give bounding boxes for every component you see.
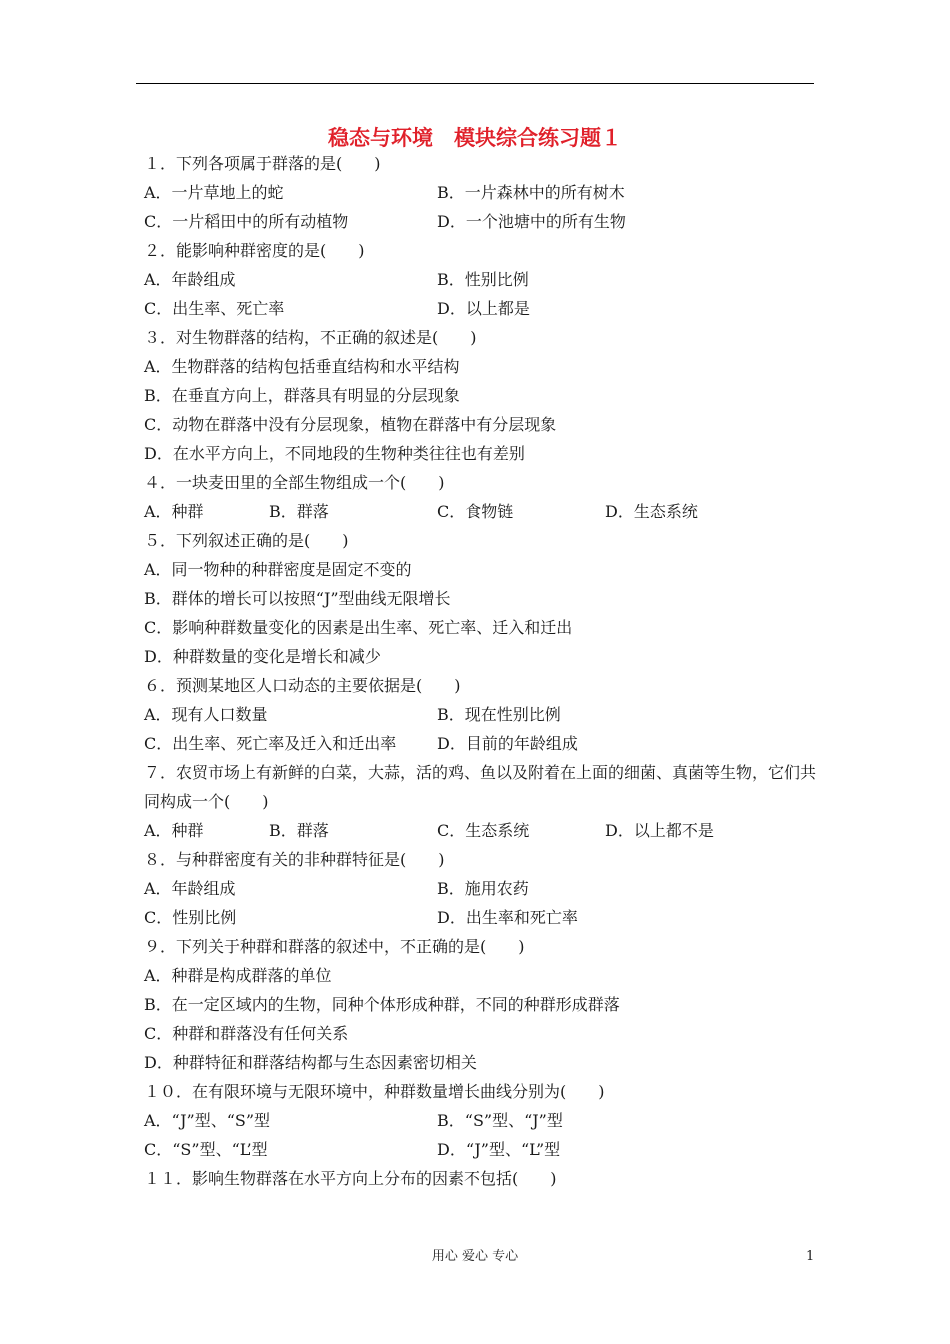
text-line: ６．预测某地区人口动态的主要依据是( ) <box>144 676 461 695</box>
option-a: C．性别比例 <box>144 908 237 927</box>
text-line: １．下列各项属于群落的是( ) <box>144 154 381 173</box>
option-row <box>144 178 814 207</box>
option-row <box>144 816 814 845</box>
text-line: ４．一块麦田里的全部生物组成一个( ) <box>144 473 445 492</box>
text-line: C．种群和群落没有任何关系 <box>144 1024 349 1043</box>
option-b: D．一个池塘中的所有生物 <box>437 212 626 231</box>
text-line: １１．影响生物群落在水平方向上分布的因素不包括( ) <box>144 1169 557 1188</box>
text-line: ５．下列叙述正确的是( ) <box>144 531 349 550</box>
option-b: B．性别比例 <box>437 270 529 289</box>
option-row <box>144 700 814 729</box>
option-a: C．一片稻田中的所有动植物 <box>144 212 349 231</box>
option-d: D．生态系统 <box>605 502 698 521</box>
text-line: A．同一物种的种群密度是固定不变的 <box>144 560 412 579</box>
option-a: A．年龄组成 <box>144 879 236 898</box>
option-row <box>144 1106 814 1135</box>
page-title: 稳态与环境 模块综合练习题１ <box>328 125 622 150</box>
option-c: C．生态系统 <box>437 821 530 840</box>
option-b: D．以上都是 <box>437 299 530 318</box>
option-b: B．群落 <box>269 821 329 840</box>
text-line: ３．对生物群落的结构，不正确的叙述是( ) <box>144 328 477 347</box>
text-line: D．种群数量的变化是增长和减少 <box>144 647 381 666</box>
option-a: A．年龄组成 <box>144 270 236 289</box>
option-b: B．一片森林中的所有树木 <box>437 183 625 202</box>
option-c: C．食物链 <box>437 502 514 521</box>
option-b: B．现在性别比例 <box>437 705 561 724</box>
text-line: C．影响种群数量变化的因素是出生率、死亡率、迁入和迁出 <box>144 618 573 637</box>
option-b: D．“J”型、“L”型 <box>437 1140 561 1159</box>
option-b: B．群落 <box>269 502 329 521</box>
option-b: D．出生率和死亡率 <box>437 908 578 927</box>
option-b: D．目前的年龄组成 <box>437 734 578 753</box>
text-line: C．动物在群落中没有分层现象，植物在群落中有分层现象 <box>144 415 557 434</box>
header-rule <box>136 83 814 84</box>
text-line: ７．农贸市场上有新鲜的白菜，大蒜，活的鸡、鱼以及附着在上面的细菌、真菌等生物，它们共 <box>144 763 817 782</box>
text-line: A．种群是构成群落的单位 <box>144 966 332 985</box>
text-line: ９．下列关于种群和群落的叙述中，不正确的是( ) <box>144 937 525 956</box>
text-line: B．在垂直方向上，群落具有明显的分层现象 <box>144 386 460 405</box>
text-line: D．种群特征和群落结构都与生态因素密切相关 <box>144 1053 477 1072</box>
option-a: A．种群 <box>144 502 204 521</box>
option-row <box>144 294 814 323</box>
option-a: A．现有人口数量 <box>144 705 268 724</box>
option-row <box>144 729 814 758</box>
option-a: C．出生率、死亡率及迁入和迁出率 <box>144 734 397 753</box>
option-row <box>144 903 814 932</box>
option-b: B．“S”型、“J”型 <box>437 1111 563 1130</box>
option-d: D．以上都不是 <box>605 821 714 840</box>
text-line: A．生物群落的结构包括垂直结构和水平结构 <box>144 357 460 376</box>
text-line: B．在一定区域内的生物，同种个体形成种群，不同的种群形成群落 <box>144 995 620 1014</box>
option-b: B．施用农药 <box>437 879 529 898</box>
option-a: C．出生率、死亡率 <box>144 299 285 318</box>
text-line: １０．在有限环境与无限环境中，种群数量增长曲线分别为( ) <box>144 1082 605 1101</box>
option-row <box>144 874 814 903</box>
text-line: 同构成一个( ) <box>144 792 269 811</box>
page-footer: 用心 爱心 专心 <box>431 1249 519 1264</box>
option-a: C．“S”型、“L’型 <box>144 1140 268 1159</box>
option-a: A．种群 <box>144 821 204 840</box>
option-row <box>144 207 814 236</box>
option-row <box>144 1135 814 1164</box>
option-row <box>144 497 814 526</box>
option-a: A．一片草地上的蛇 <box>144 183 284 202</box>
text-line: ８．与种群密度有关的非种群特征是( ) <box>144 850 445 869</box>
text-line: ２．能影响种群密度的是( ) <box>144 241 365 260</box>
text-line: B．群体的增长可以按照“J”型曲线无限增长 <box>144 589 451 608</box>
text-line: D．在水平方向上，不同地段的生物种类往往也有差别 <box>144 444 525 463</box>
question-list <box>144 149 817 1193</box>
option-row <box>144 265 814 294</box>
page-number: 1 <box>806 1249 815 1264</box>
option-a: A．“J”型、“S”型 <box>144 1111 271 1130</box>
